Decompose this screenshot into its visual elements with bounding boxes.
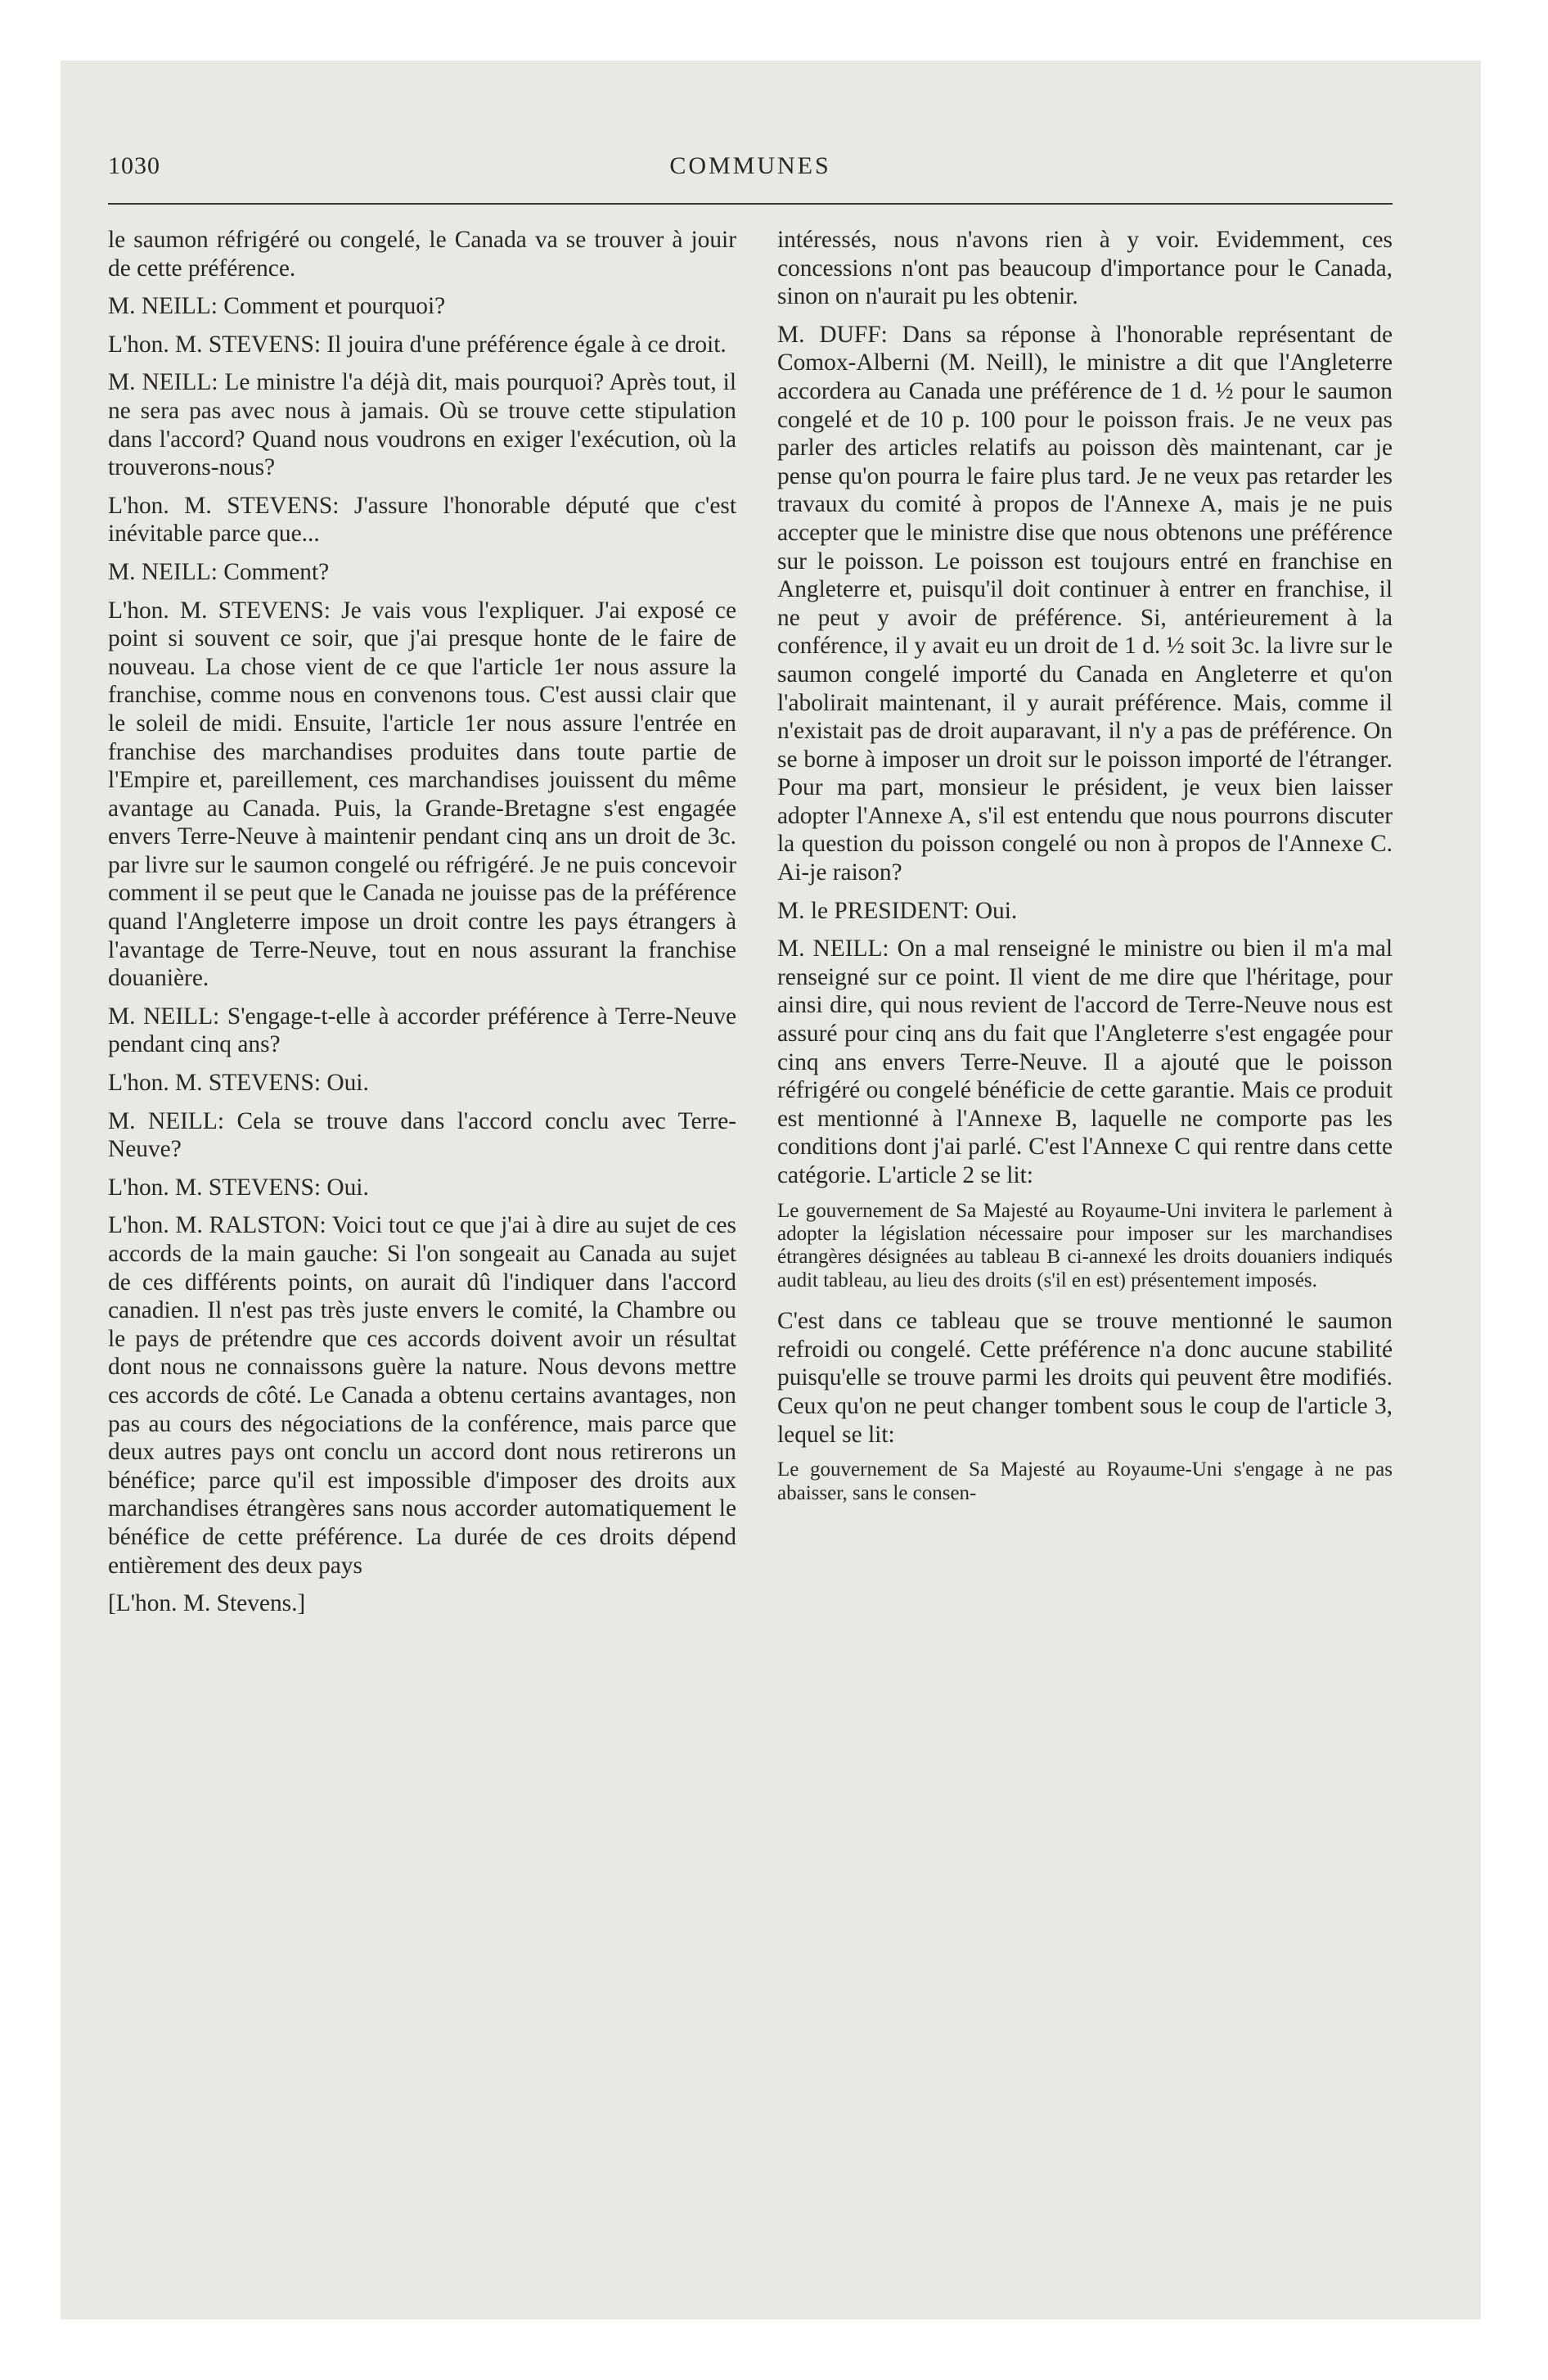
page-number: 1030 bbox=[108, 152, 160, 179]
paragraph: L'hon. M. STEVENS: Il jouira d'une préférence égale à ce droit. bbox=[108, 331, 727, 358]
page-header bbox=[108, 152, 1393, 185]
block-quote: Le gouvernement de Sa Majesté au Royaume-Uni s'engage à ne pas abaisser, sans le consen- bbox=[777, 1458, 1393, 1504]
left-column bbox=[108, 226, 736, 1628]
paragraph: M. NEILL: On a mal renseigné le ministre ou bien il m'a mal renseigné sur ce point. Il vient de me dire que l'héritage, pour ainsi dire, qui nous revient de l'accord de Terre-Neuve nous est assuré pour cinq ans du fait que l'Angleterre s'est engagée pour cinq ans envers Terre-Neuve. Il a ajouté que le poisson réfrigéré ou congelé bénéficie de cette garantie. Mais ce produit est mentionné à l'Annexe B, laquelle ne comporte pas les conditions dont j'ai parlé. C'est l'Annexe C qui rentre dans cette catégorie. L'article 2 se lit: bbox=[777, 935, 1393, 1188]
paragraph: M. NEILL: Comment et pourquoi? bbox=[108, 293, 446, 320]
right-column bbox=[777, 226, 1393, 1520]
paragraph: intéressés, nous n'avons rien à y voir. Evidemment, ces concessions n'ont pas beaucoup d'importance pour le Canada, sinon on n'aurait pu les obtenir. bbox=[777, 227, 1393, 310]
paragraph: M. NEILL: S'engage-t-elle à accorder préférence à Terre-Neuve pendant cinq ans? bbox=[108, 1003, 736, 1058]
paragraph: M. le PRESIDENT: Oui. bbox=[777, 897, 1018, 924]
paragraph: L'hon. M. STEVENS: J'assure l'honorable député que c'est inévitable parce que... bbox=[108, 492, 736, 548]
header-rule bbox=[108, 203, 1393, 205]
paragraph: M. NEILL: Comment? bbox=[108, 558, 330, 585]
paragraph: L'hon. M. STEVENS: Oui. bbox=[108, 1070, 369, 1097]
paragraph: M. NEILL: Cela se trouve dans l'accord conclu avec Terre-Neuve? bbox=[108, 1107, 736, 1163]
block-quote: Le gouvernement de Sa Majesté au Royaume-Uni invitera le parlement à adopter la législation nécessaire pour imposer sur les marchandises étrangères désignées au tableau B ci-annexé les droits douaniers indiqués audit tableau, au lieu des droits (s'il en est) présentement imposés. bbox=[777, 1199, 1393, 1291]
paragraph: M. NEILL: Le ministre l'a déjà dit, mais pourquoi? Après tout, il ne sera pas avec nous à jamais. Où se trouve cette stipulation dans l'accord? Quand nous voudrons en exiger l'exécution, où la trouverons-nous? bbox=[108, 369, 736, 481]
paragraph: L'hon. M. STEVENS: Je vais vous l'expliquer. J'ai exposé ce point si souvent ce soir, que j'ai presque honte de le faire de nouveau. La chose vient de ce que l'article 1er nous assure la franchise, comme nous en convenons tous. C'est aussi clair que le soleil de midi. Ensuite, l'article 1er nous assure l'entrée en franchise des marchandises produites dans toute partie de l'Empire et, pareillement, ces marchandises jouissent du même avantage au Canada. Puis, la Grande-Bretagne s'est engagée envers Terre-Neuve à maintenir pendant cinq ans un droit de 3c. par livre sur le saumon congelé ou réfrigéré. Je ne puis concevoir comment il se peut que le Canada ne jouisse pas de la préférence quand l'Angleterre impose un droit contre les pays étrangers à l'avantage de Terre-Neuve, tout en nous assurant la franchise douanière. bbox=[108, 597, 736, 992]
paragraph: le saumon réfrigéré ou congelé, le Canada va se trouver à jouir de cette préférence. bbox=[108, 227, 736, 282]
paragraph: L'hon. M. RALSTON: Voici tout ce que j'ai à dire au sujet de ces accords de la main gauche: Si l'on songeait au Canada au sujet de ces différents points, on aurait dû l'indiquer dans l'accord canadien. Il n'est pas très juste envers le comité, la Chambre ou le pays de prétendre que ces accords doivent avoir un résultat dont nous ne connaissons guère la nature. Nous devons mettre ces accords de côté. Le Canada a obtenu certains avantages, non pas au cours des négociations de la conférence, mais parce que deux autres pays ont conclu un accord dont nous retirerons un bénéfice; parce qu'il est impossible d'imposer des droits aux marchandises étrangères sans nous accorder automatiquement le bénéfice de cette préférence. La durée de ces droits dépend entièrement des deux pays bbox=[108, 1212, 736, 1579]
paragraph: C'est dans ce tableau que se trouve mentionné le saumon refroidi ou congelé. Cette préférence n'a donc aucune stabilité puisqu'elle se trouve parmi les droits qui peuvent être modifiés. Ceux qu'on ne peut changer tombent sous le coup de l'article 3, lequel se lit: bbox=[777, 1308, 1393, 1448]
running-title: COMMUNES bbox=[669, 152, 831, 179]
paragraph: M. DUFF: Dans sa réponse à l'honorable représentant de Comox-Alberni (M. Neill), le ministre a dit que l'Angleterre accordera au Canada une préférence de 1 d. ½ pour le saumon congelé et de 10 p. 100 pour le poisson frais. Je ne veux pas parler des articles relatifs au poisson dès maintenant, car je pense qu'on pourra le faire plus tard. Je ne veux pas retarder les travaux du comité à propos de l'Annexe A, mais je ne puis accepter que le ministre dise que nous obtenons une préférence sur le poisson. Le poisson est toujours entré en franchise en Angleterre et, puisqu'il doit continuer à entrer en franchise, il ne peut y avoir de préférence. Si, antérieurement à la conférence, il y avait eu un droit de 1 d. ½ soit 3c. la livre sur le saumon congelé importé du Canada en Angleterre et qu'on l'abolirait maintenant, il y aurait préférence. Mais, comme il n'existait pas de droit auparavant, il n'y a pas de préférence. On se borne à imposer un droit sur le poisson importé de l'étranger. Pour ma part, monsieur le président, je veux bien laisser adopter l'Annexe A, s'il est entendu que nous pourrons discuter la question du poisson congelé ou non à propos de l'Annexe C. Ai-je raison? bbox=[777, 321, 1393, 886]
speaker-attribution: [L'hon. M. Stevens.] bbox=[108, 1590, 306, 1617]
paragraph: L'hon. M. STEVENS: Oui. bbox=[108, 1174, 369, 1201]
